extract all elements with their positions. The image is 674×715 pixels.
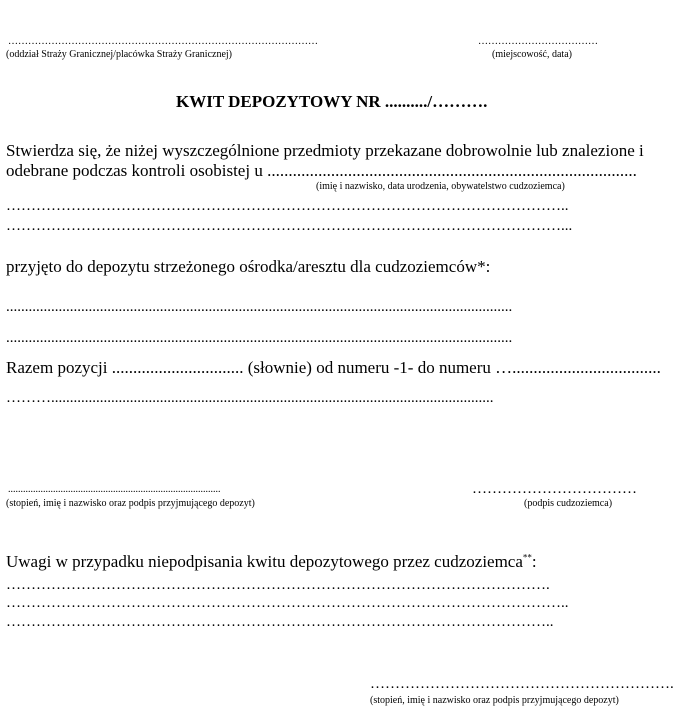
statement-dots-line-2: …………………………………………………………………………………………………... (6, 218, 573, 234)
final-signature-dots: ……………………………………………………. (370, 676, 674, 692)
receiver-signature-caption: (stopień, imię i nazwisko oraz podpis przyjmującego depozyt) (6, 498, 255, 509)
remarks-dots-line-3: ……………………………………………………………………………………………….. (6, 614, 554, 630)
remarks-colon: : (531, 552, 537, 571)
remarks-footnote-marker: ** (522, 552, 532, 563)
remarks-label: Uwagi w przypadku niepodpisania kwitu depozytowego przez cudzoziemca (6, 552, 523, 571)
remarks-dots-line-1: ………………………………………………………………………………………………. (6, 577, 550, 593)
person-caption: (imię i nazwisko, data urodzenia, obywatelstwo cudzoziemca) (316, 181, 565, 192)
summary-line: Razem pozycji ............................... (słownie) od numeru -1- do numeru …................................... (6, 358, 661, 377)
place-date-caption: (miejscowość, data) (492, 49, 572, 60)
statement-line-1: Stwierdza się, że niżej wyszczególnione przedmioty przekazane dobrowolnie lub znalezione i (6, 141, 644, 160)
items-dots-line-1: ....................................................................................................................................... (6, 299, 513, 315)
final-signature-caption: (stopień, imię i nazwisko oraz podpis przyjmującego depozyt) (370, 695, 619, 706)
remarks-dots-line-2: ………………………………………………………………………………………………….. (6, 595, 569, 611)
items-dots-line-2: ....................................................................................................................................... (6, 330, 513, 346)
place-date-dots-line: ……………………………… (478, 36, 598, 47)
summary-dots-line: ………...................................................................................................................... (6, 390, 494, 406)
unit-caption: (oddział Straży Granicznej/placówka Straży Granicznej) (6, 49, 233, 60)
unit-dots-line: ………………………………………………………………………………… (8, 36, 318, 47)
receiver-signature-dots: ..................................................................................... (8, 484, 221, 495)
document-title: KWIT DEPOZYTOWY NR ........../………. (176, 92, 488, 111)
foreigner-signature-caption: (podpis cudzoziemca) (524, 498, 613, 509)
statement-line-2: odebrane podczas kontroli osobistej u ....................................................................................... (6, 161, 637, 180)
remarks-text (6, 552, 537, 572)
statement-dots-line-1: ………………………………………………………………………………………………….. (6, 198, 569, 214)
accepted-text: przyjęto do depozytu strzeżonego ośrodka/aresztu dla cudzoziemców*: (6, 257, 491, 276)
foreigner-signature-dots: …………………………… (472, 481, 637, 497)
